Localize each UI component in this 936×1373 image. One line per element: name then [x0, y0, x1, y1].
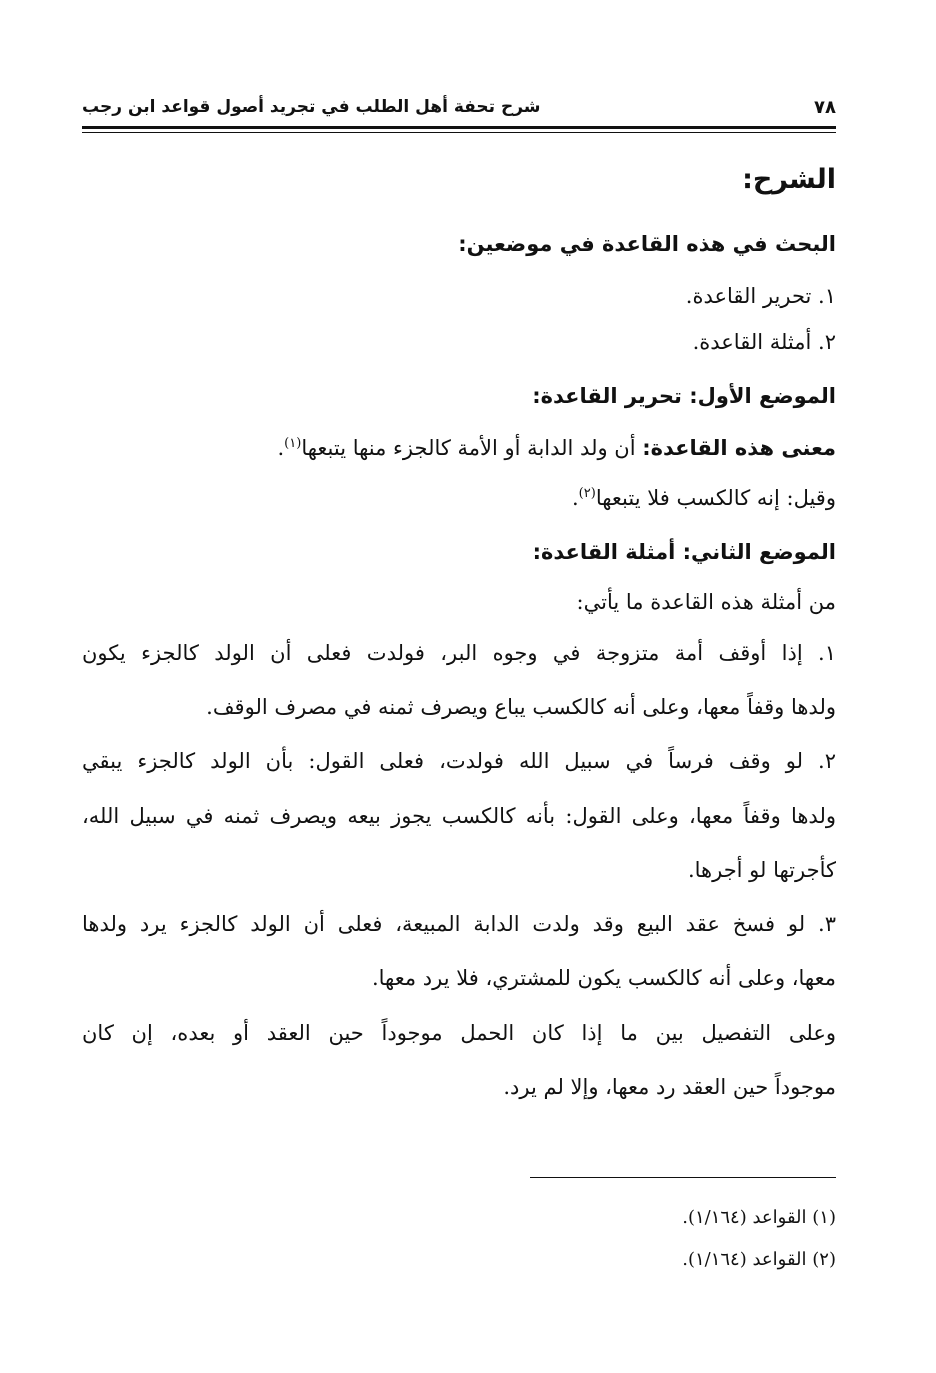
meaning-paragraph: معنى هذه القاعدة: أن ولد الدابة أو الأمة كالجزء منها يتبعها$^{(١)}$.: [277, 436, 836, 460]
example-line: وعلى التفصيل بين ما إذا كان الحمل موجوداً حين العقد أو بعده، إن كان: [82, 1021, 836, 1045]
intro-heading: البحث في هذه القاعدة في موضعين:: [458, 232, 836, 256]
page-number: ٧٨: [814, 96, 836, 118]
header-rule-thin: [82, 132, 836, 133]
topic-item-2: ٢. أمثلة القاعدة.: [692, 330, 836, 354]
alt-opinion-text: وقيل: إنه كالكسب فلا يتبعها: [595, 486, 836, 510]
examples-intro: من أمثلة هذه القاعدة ما يأتي:: [576, 590, 836, 614]
meaning-label: معنى هذه القاعدة:: [642, 436, 836, 460]
alt-opinion-paragraph: وقيل: إنه كالكسب فلا يتبعها$^{(٢)}$.: [571, 486, 836, 510]
running-header: [82, 92, 836, 122]
topic-item-1: ١. تحرير القاعدة.: [685, 284, 836, 308]
header-rule-thick: [82, 126, 836, 129]
example-line: ولدها وقفاً معها، وعلى القول: بأنه كالكسب يجوز بيعه ويصرف ثمنه في سبيل الله،: [82, 804, 836, 828]
section2-title: الموضع الثاني: أمثلة القاعدة:: [532, 540, 836, 564]
example-line: ٢. لو وقف فرساً في سبيل الله فولدت، فعلى القول: بأن الولد كالجزء يبقي: [82, 749, 836, 773]
example-line: موجوداً حين العقد رد معها، وإلا لم يرد.: [503, 1075, 836, 1099]
footnote-ref-2[interactable]: (٢): [578, 486, 596, 501]
example-line: ولدها وقفاً معها، وعلى أنه كالكسب يباع ويصرف ثمنه في مصرف الوقف.: [206, 695, 836, 719]
footnote-separator: [530, 1177, 836, 1178]
example-line: كأجرتها لو أجرها.: [687, 858, 836, 882]
section1-title: الموضع الأول: تحرير القاعدة:: [532, 384, 836, 408]
heading-sharh: الشرح:: [742, 164, 836, 195]
footnote-ref-1[interactable]: (١): [284, 436, 302, 451]
footnote-1: (١) القواعد (١/١٦٤).: [682, 1207, 836, 1228]
book-title: شرح تحفة أهل الطلب في تجريد أصول قواعد ابن رجب: [82, 97, 541, 117]
footnote-2: (٢) القواعد (١/١٦٤).: [682, 1249, 836, 1270]
example-line: ١. إذا أوقف أمة متزوجة في وجوه البر، فولدت فعلى أن الولد كالجزء يكون: [82, 641, 836, 665]
meaning-text: أن ولد الدابة أو الأمة كالجزء منها يتبعها: [301, 436, 636, 460]
example-line: ٣. لو فسخ عقد البيع وقد ولدت الدابة المبيعة، فعلى أن الولد كالجزء يرد ولدها: [82, 912, 836, 936]
example-line: معها، وعلى أنه كالكسب يكون للمشتري، فلا يرد معها.: [371, 966, 836, 990]
